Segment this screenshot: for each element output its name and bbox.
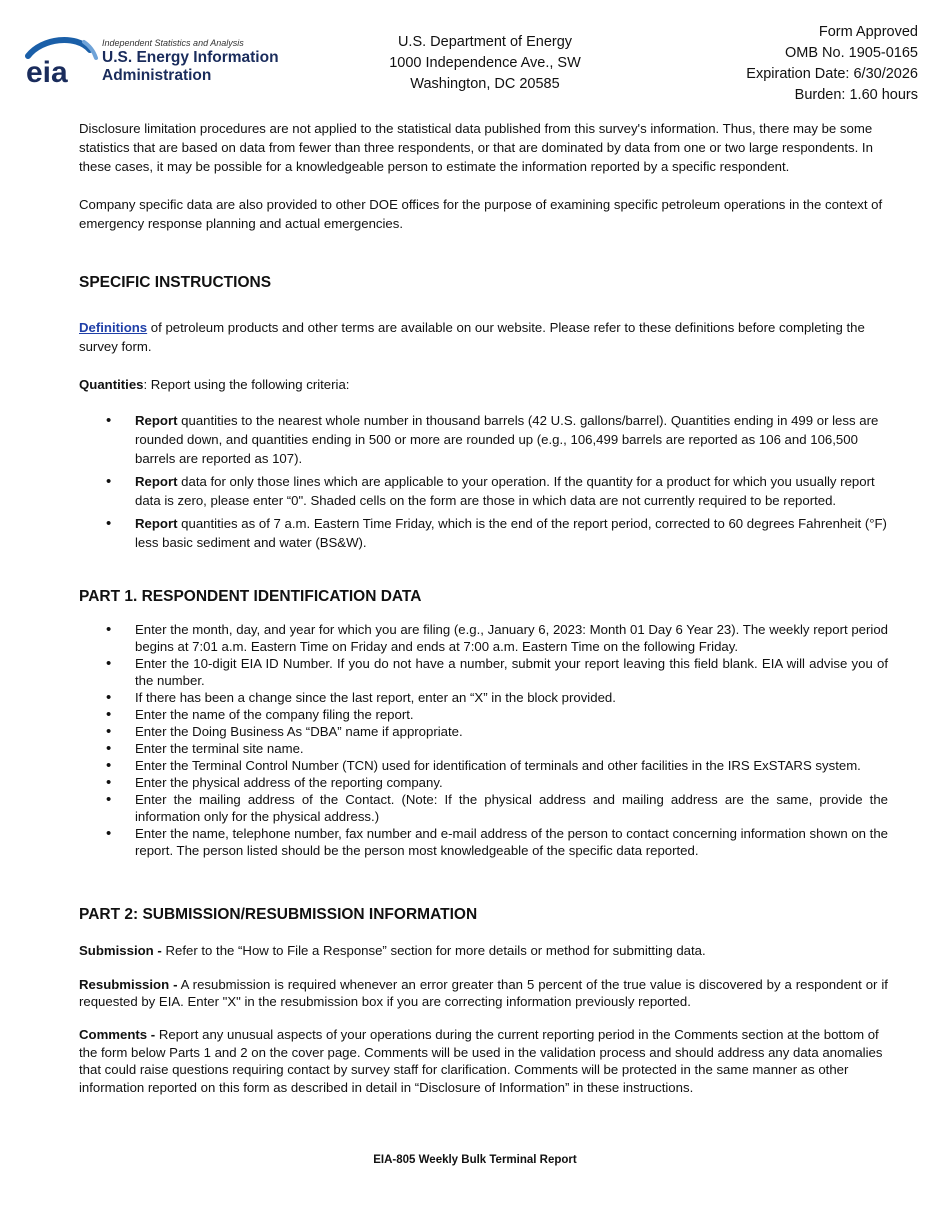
list-item: • Enter the terminal site name.	[79, 740, 888, 757]
list-item-text: data for only those lines which are applicable to your operation. If the quantity for a product for which you usually report data is zero, please enter “0". Shaded cells on the form are those in which data are not currently required to be reported.	[135, 474, 875, 508]
burden-hours: Burden: 1.60 hours	[794, 87, 918, 103]
quantities-criteria-list	[79, 411, 888, 552]
list-item-text: quantities as of 7 a.m. Eastern Time Friday, which is the end of the report period, corrected to 60 degrees Fahrenheit (°F) less basic sediment and water (BS&W).	[135, 516, 887, 550]
list-item: • Enter the Terminal Control Number (TCN) used for identification of terminals and other facilities in the IRS ExSTARS system.	[79, 757, 888, 774]
list-item: • If there has been a change since the last report, enter an “X” in the block provided.	[79, 689, 888, 706]
agency-address-line-2: Washington, DC 20585	[410, 76, 560, 92]
part2-heading: PART 2: SUBMISSION/RESUBMISSION INFORMATION	[79, 906, 478, 923]
list-item: • Enter the 10-digit EIA ID Number. If you do not have a number, submit your report leaving this field blank. EIA will advise you of the number.	[79, 655, 888, 689]
logo-name-line-2: Administration	[102, 67, 212, 84]
quantities-paragraph	[79, 375, 888, 394]
quantities-text: : Report using the following criteria:	[143, 377, 350, 392]
list-item-bold: Report	[135, 474, 178, 489]
list-item: • Enter the Doing Business As “DBA” name if appropriate.	[79, 723, 888, 740]
agency-address-line-1: 1000 Independence Ave., SW	[389, 55, 581, 71]
agency-name: U.S. Department of Energy	[397, 34, 573, 50]
resubmission-paragraph	[79, 976, 888, 1010]
part1-heading: PART 1. RESPONDENT IDENTIFICATION DATA	[79, 588, 422, 605]
part2-section	[79, 905, 888, 1096]
omb-number: OMB No. 1905-0165	[785, 45, 918, 61]
logo-name-line-1: U.S. Energy Information	[102, 49, 279, 66]
form-approved: Form Approved	[818, 24, 918, 40]
logo-mark-text: eia	[26, 56, 68, 88]
list-item: • Enter the physical address of the reporting company.	[79, 774, 888, 791]
list-item	[79, 514, 888, 552]
submission-paragraph	[79, 941, 888, 960]
comments-paragraph	[79, 1026, 888, 1096]
expiration-date: Expiration Date: 6/30/2026	[746, 66, 918, 82]
list-item: • Enter the name, telephone number, fax number and e-mail address of the person to contact concerning information shown on the report. The person listed should be the person most knowledgeable of the specific data reported.	[79, 825, 888, 859]
list-item-text: quantities to the nearest whole number in thousand barrels (42 U.S. gallons/barrel). Quantities ending in 499 or less are rounded down, and quantities ending in 500 or more are rounded up (e.g., 106,499 barrels are reported as 106 and 106,500 barrels are reported as 107).	[135, 413, 879, 466]
resubmission-label: Resubmission -	[79, 977, 178, 992]
logo-tagline: Independent Statistics and Analysis	[102, 38, 244, 48]
comments-label: Comments -	[79, 1027, 156, 1042]
submission-text: Refer to the “How to File a Response” section for more details or method for submitting data.	[161, 943, 706, 958]
specific-instructions-heading: SPECIFIC INSTRUCTIONS	[79, 274, 272, 291]
list-item-bold: Report	[135, 516, 178, 531]
part1-list	[79, 621, 888, 859]
disclosure-paragraph-1: Disclosure limitation procedures are not applied to the statistical data published from this survey's information. Thus, there may be some statistics that are based on data from fewer than three respondents, or that are dominated by data from one or two large respondents. In these cases, it may be possible for a knowledgeable person to estimate the information reported by a specific respondent.	[79, 121, 873, 174]
agency-address-block	[340, 32, 630, 95]
list-item: • Enter the month, day, and year for which you are filing (e.g., January 6, 2023: Month 01 Day 6 Year 23). The weekly report period begins at 7:01 a.m. Eastern Time on Friday and ends at 7:00 a.m. Eastern Time on the following Friday.	[79, 621, 888, 655]
definitions-link[interactable]: Definitions	[79, 320, 148, 335]
part1-section	[79, 587, 888, 859]
submission-label: Submission -	[79, 943, 162, 958]
omb-block	[746, 22, 918, 106]
footer-form-title: EIA-805 Weekly Bulk Terminal Report	[373, 1154, 577, 1166]
list-item	[79, 411, 888, 468]
list-item: • Enter the mailing address of the Contact. (Note: If the physical address and mailing address are the same, provide the information only for the physical address.)	[79, 791, 888, 825]
list-item-bold: Report	[135, 413, 178, 428]
logo-wordmark	[102, 38, 279, 85]
eia-logo-mark	[24, 36, 100, 88]
eia-logo	[24, 36, 294, 88]
specific-instructions-section	[79, 273, 888, 556]
disclosure-paragraph-2: Company specific data are also provided to other DOE offices for the purpose of examining specific petroleum operations in the context of emergency response planning and actual emergencies.	[79, 197, 883, 231]
definitions-paragraph	[79, 318, 888, 356]
resubmission-text: A resubmission is required whenever an error greater than 5 percent of the true value is discovered by a respondent or if requested by EIA. Enter "X" in the resubmission box if you are correcting information previously reported.	[79, 977, 888, 1009]
list-item	[79, 472, 888, 510]
disclosure-section	[79, 119, 888, 233]
comments-text: Report any unusual aspects of your operations during the current reporting period in the Comments section at the bottom of the form below Parts 1 and 2 on the cover page. Comments will be used in the validation process and should address any data anomalies that could raise questions requiring contact by survey staff for clarification. Comments will be protected in the same manner as other information reported on this form as described in detail in “Disclosure of Information” in these instructions.	[79, 1027, 883, 1095]
quantities-label: Quantities	[79, 377, 144, 392]
definitions-text: of petroleum products and other terms are available on our website. Please refer to these definitions before completing the survey form.	[79, 320, 865, 354]
list-item: • Enter the name of the company filing the report.	[79, 706, 888, 723]
